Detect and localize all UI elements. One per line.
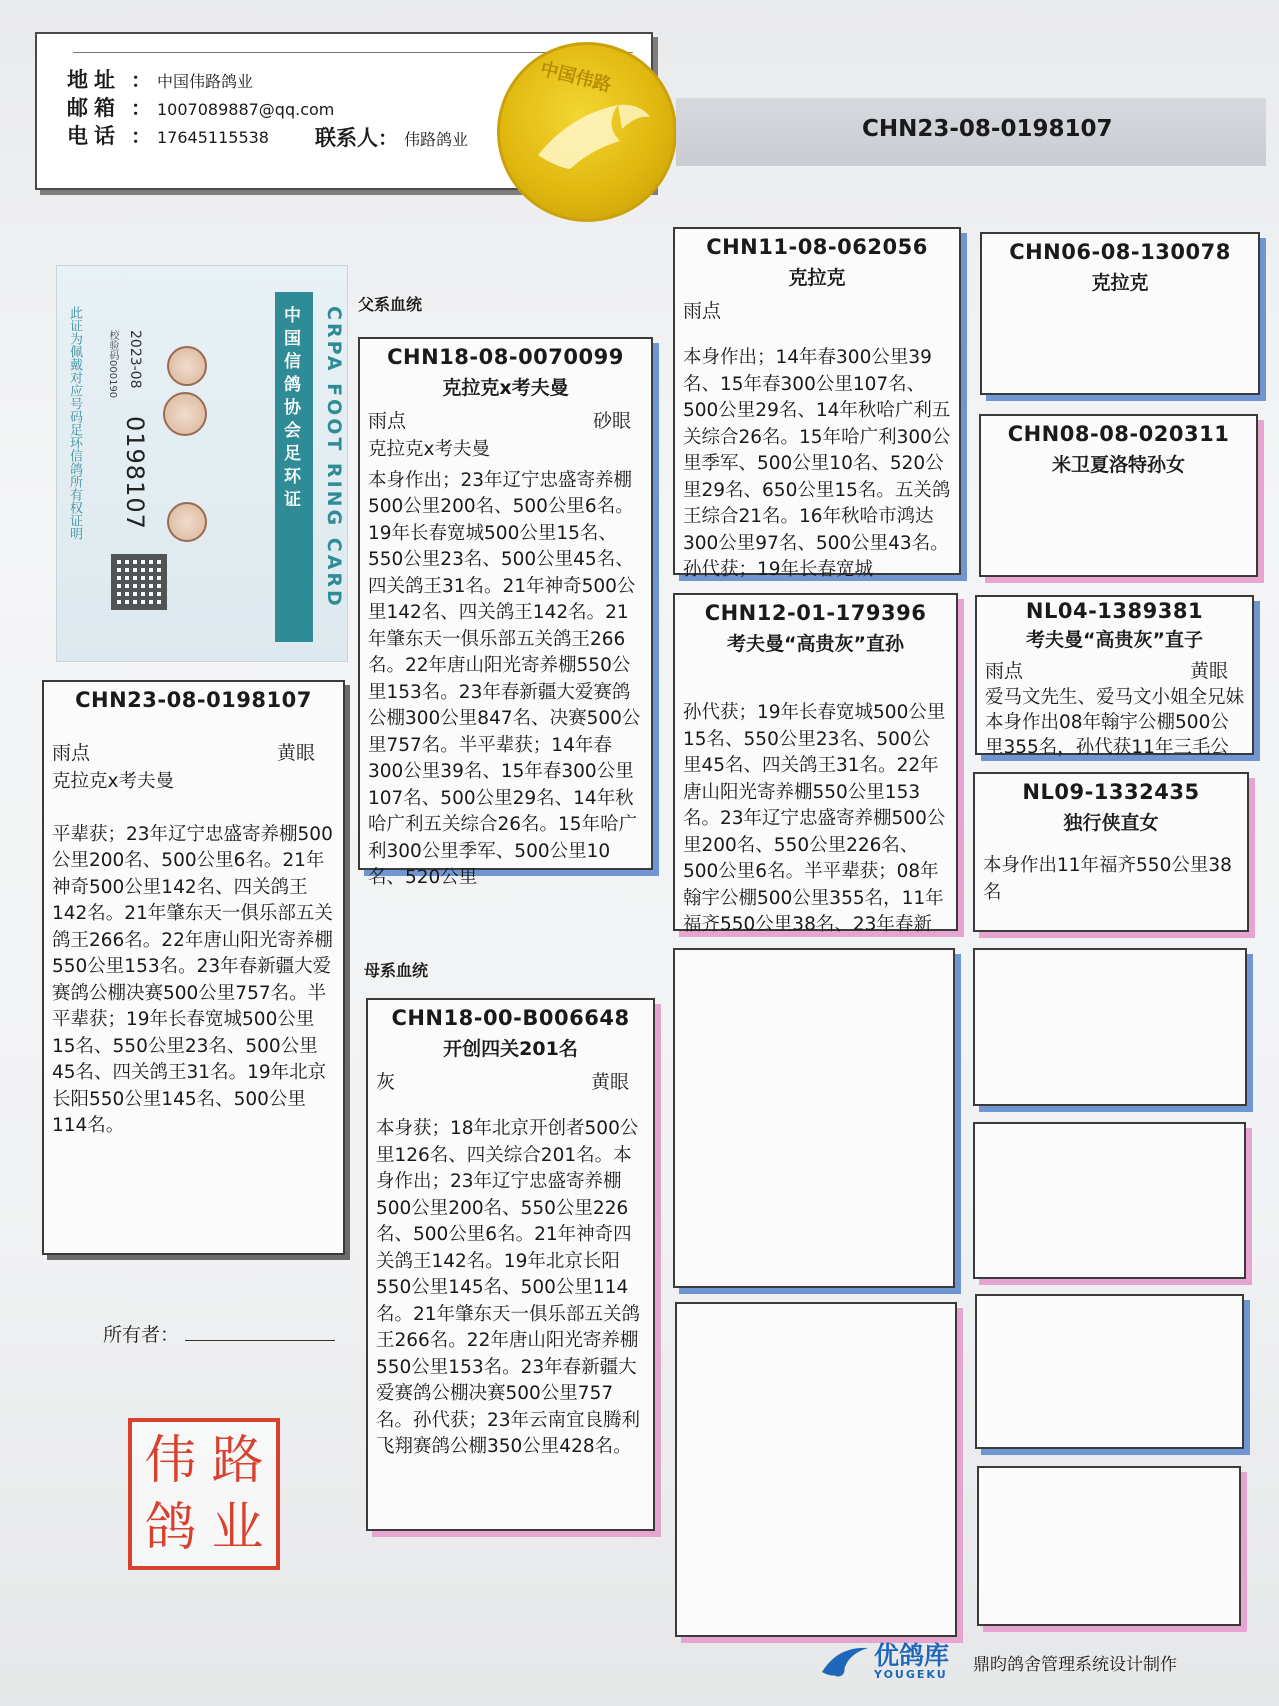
sire-sire-ring: CHN11-08-062056 xyxy=(706,235,928,259)
footer-credit: 鼎昀鸽舍管理系统设计制作 xyxy=(973,1654,1178,1675)
phone-row: 电话 ： 17645115538 xyxy=(67,120,269,150)
g3-card-5 xyxy=(973,948,1247,1106)
g3-card-7 xyxy=(975,1294,1244,1449)
red-stamp xyxy=(128,1418,280,1570)
dam-ring: CHN18-00-B006648 xyxy=(391,1006,630,1030)
sire-dam-name: 考夫曼“高贵灰”直孙 xyxy=(727,633,904,655)
g3-2-ring: CHN08-08-020311 xyxy=(1007,422,1230,446)
sire-color: 雨点 xyxy=(368,410,407,432)
dam-card xyxy=(366,998,655,1531)
sire-strain: 克拉克x考夫曼 xyxy=(368,439,490,460)
stamp-char: 伟 xyxy=(144,1430,197,1491)
sire-ring: CHN18-08-0070099 xyxy=(387,345,624,369)
stamp-char: 鸽 xyxy=(144,1497,197,1558)
address-value: 中国伟路鸽业 xyxy=(157,72,254,91)
dam-dam-card xyxy=(675,1302,957,1637)
sire-sire-name: 克拉克 xyxy=(788,267,846,289)
title-ring-number: CHN23-08-0198107 xyxy=(862,116,1113,142)
sire-color-eye xyxy=(360,406,651,433)
sire-sire-color-row xyxy=(675,296,959,323)
dam-section-label: 母系血统 xyxy=(364,961,429,980)
g3-card-2 xyxy=(979,414,1258,577)
g3-card-1 xyxy=(980,232,1260,395)
dam-eye: 黄眼 xyxy=(590,1071,629,1093)
globe-icon xyxy=(163,392,207,436)
ring-card-year: 2023-08 xyxy=(127,330,143,389)
sire-dam-ring: CHN12-01-179396 xyxy=(704,601,927,625)
subject-record: 平辈获；23年辽宁忠盛寄养棚500公里200名、500公里6名。21年神奇500公里142名、四关鸽王142名。21年肇东天一俱乐部五关鸽王266名。22年唐山阳光寄养棚550公里153名。23年春新疆大爱赛鸽公棚决赛500公里757名。半平辈获；19年长春宽城500公里15名、550公里23名、500公里45名、四关鸽王31名。19年北京长阳550公里145名、500公里114名。 xyxy=(52,823,333,1136)
yougeku-logo-icon xyxy=(818,1640,874,1684)
g3-3-color-eye xyxy=(977,656,1252,683)
seal-text: 中国伟路 xyxy=(538,58,614,97)
sire-sire-card xyxy=(673,227,961,580)
g3-3-eye: 黄眼 xyxy=(1189,660,1228,682)
sire-sire-record: 本身作出；14年春300公里39名、15年春300公里107名、500公里29名、14年秋哈广利五关综合26名。15年哈广利300公里季军、500公里10名、520公里29名、650公里15名。五关鸽王综合21名。16年秋哈市鸿达300公里97名、500公里43名。孙代获；19年长春宽城 xyxy=(683,347,951,580)
subject-card xyxy=(42,680,345,1255)
sire-record: 本身作出；23年辽宁忠盛寄养棚500公里200名、500公里6名。19年长春宽城500公里15名、550公里23名、500公里45名、四关鸽王31名。21年神奇500公里142名、四关鸽王142名。21年肇东天一俱乐部五关鸽王266名。22年唐山阳光寄养棚550公里153名。23年春新疆大爱赛鸽公棚300公里847名、决赛500公里757名。半平辈获；14年春300公里39名、15年春300公里107名、500公里29名、14年秋哈广利五关综合26名。15年哈广利300公里季军、500公里10名、520公里 xyxy=(368,469,641,888)
brand-name: 优鸽库 xyxy=(874,1641,950,1670)
sire-card xyxy=(358,337,653,888)
sire-dam-card xyxy=(673,593,958,935)
contact-row: 联系人 ： 伟路鸽业 xyxy=(315,122,468,152)
address-row: 地址 ： 中国伟路鸽业 xyxy=(67,64,253,94)
owner-signature-line xyxy=(185,1322,335,1341)
g3-2-name: 米卫夏洛特孙女 xyxy=(1051,454,1185,476)
brand-block xyxy=(874,1643,949,1681)
email-row: 邮箱 ： 1007089887@qq.com xyxy=(67,92,334,122)
g3-3-record: 爱马文先生、爱马文小姐全兄妹本身作出08年翰宇公棚500公里355名，孙代获11年三毛公 xyxy=(985,687,1245,758)
gold-seal xyxy=(497,42,677,222)
stamp-char: 业 xyxy=(211,1497,264,1558)
crpa-logo-icon xyxy=(167,502,207,542)
dam-color-eye xyxy=(368,1067,653,1094)
sire-dam-record: 孙代获；19年长春宽城500公里15名、550公里23名、500公里45名、四关鸽王31名。22年唐山阳光寄养棚550公里153名。23年辽宁忠盛寄养棚500公里200名、550公里226名、500公里6名。半平辈获；08年翰宇公棚500公里355名，11年福齐550公里38名、23年春新 xyxy=(683,702,946,935)
sire-eye: 砂眼 xyxy=(592,410,631,432)
ring-card-number: 0198107 xyxy=(121,416,149,530)
g3-card-3 xyxy=(975,595,1254,758)
dam-color: 灰 xyxy=(376,1071,396,1093)
stamp-char: 路 xyxy=(211,1430,264,1491)
sire-name: 克拉克x考夫曼 xyxy=(442,377,569,399)
subject-color-eye xyxy=(44,738,343,765)
email-label: 邮箱 xyxy=(67,96,121,120)
dam-sire-card xyxy=(673,948,955,1288)
subject-eye: 黄眼 xyxy=(276,742,315,764)
subject-ring: CHN23-08-0198107 xyxy=(75,688,312,712)
owner-label: 所有者： xyxy=(103,1324,180,1346)
g3-4-record: 本身作出11年福齐550公里38名 xyxy=(983,855,1232,903)
phone-value: 17645115538 xyxy=(157,128,269,147)
foot-ring-card xyxy=(56,265,348,662)
ring-card-note: 此证为佩戴对应号码足环信鸽所有权证明 xyxy=(67,306,82,540)
address-label: 地址 xyxy=(67,68,121,92)
footer-brand xyxy=(818,1640,1177,1684)
globe-icon xyxy=(167,346,207,386)
g3-3-name: 考夫曼“高贵灰”直子 xyxy=(1026,629,1203,651)
title-bar xyxy=(676,98,1266,166)
g3-4-name: 独行侠直女 xyxy=(1063,812,1159,834)
ring-card-serial: 校验码000190 xyxy=(107,330,118,399)
phone-label: 电话 xyxy=(67,124,121,148)
g3-3-ring: NL04-1389381 xyxy=(1025,599,1204,623)
ring-card-org-en: CRPA FOOT RING CARD xyxy=(323,306,345,609)
qr-code xyxy=(111,554,167,610)
g3-1-ring: CHN06-08-130078 xyxy=(1009,240,1231,264)
g3-3-color: 雨点 xyxy=(985,660,1024,682)
dam-record: 本身获；18年北京开创者500公里126名、四关综合201名。本身作出；23年辽宁忠盛寄养棚500公里200名、550公里226名、500公里6名。21年神奇四关鸽王142名。19年北京长阳550公里145名、500公里114名。21年肇东天一俱乐部五关鸽王266名。22年唐山阳光寄养棚550公里153名。23年春新疆大爱赛鸽公棚决赛500公里757名。孙代获；23年云南宜良腾利飞翔赛鸽公棚350公里428名。 xyxy=(376,1118,641,1457)
subject-strain: 克拉克x考夫曼 xyxy=(52,771,174,792)
g3-4-ring: NL09-1332435 xyxy=(1022,780,1200,804)
email-value: 1007089887@qq.com xyxy=(157,100,335,119)
sire-section-label: 父系血统 xyxy=(358,295,423,314)
g3-card-6 xyxy=(973,1122,1246,1279)
brand-name-en: YOUGEKU xyxy=(874,1668,948,1681)
subject-color: 雨点 xyxy=(52,742,91,764)
g3-card-8 xyxy=(977,1466,1241,1626)
contact-label: 联系人 xyxy=(315,126,378,150)
contact-value: 伟路鸽业 xyxy=(404,130,469,149)
sire-sire-color: 雨点 xyxy=(683,300,722,322)
owner-field xyxy=(103,1320,335,1347)
dam-name: 开创四关201名 xyxy=(443,1038,578,1060)
g3-1-name: 克拉克 xyxy=(1091,272,1149,294)
g3-card-4 xyxy=(973,772,1249,932)
ring-card-org: 中国信鸽协会足环证 xyxy=(280,306,300,513)
